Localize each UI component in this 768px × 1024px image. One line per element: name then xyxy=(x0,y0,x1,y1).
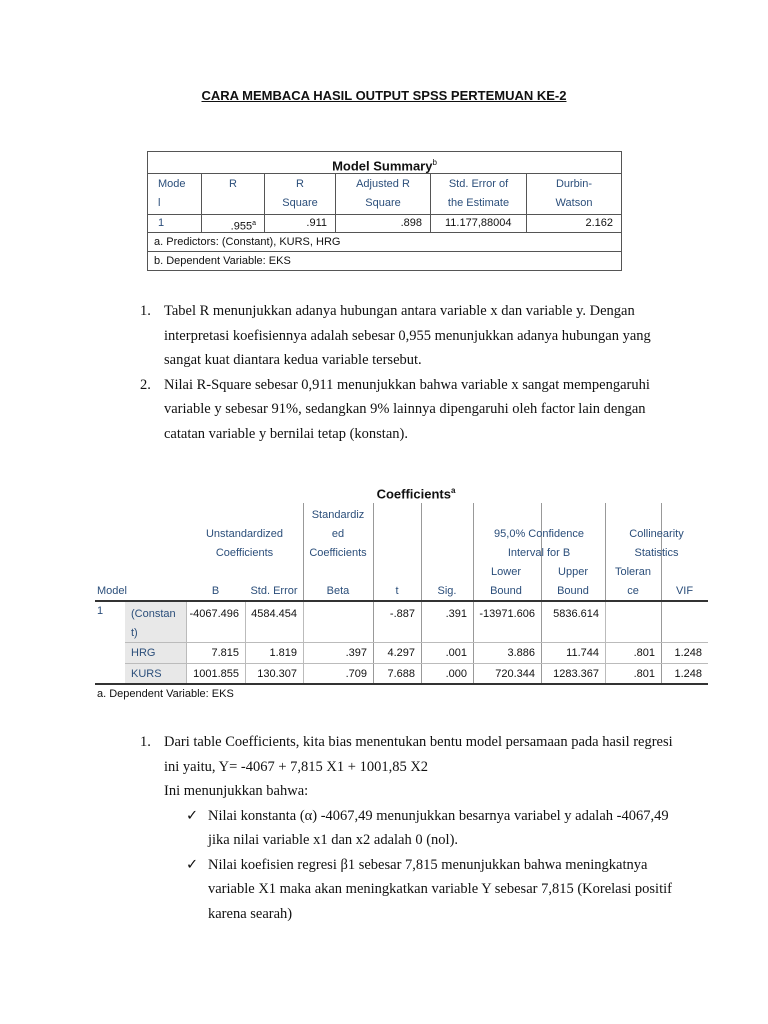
ms-footnote-b: b. Dependent Variable: EKS xyxy=(154,255,291,267)
cell-sig: .000 xyxy=(445,668,467,680)
ms-header-std-error: Std. Error of the Estimate xyxy=(430,174,526,214)
header-standardized: Standardiz ed Coefficients xyxy=(309,509,367,559)
check-item: ✓ Nilai konstanta (α) -4067,49 menunjukkan besarnya variabel y adalah -4067,49 jika nilai variable x1 dan x2 adalah 0 (nol). xyxy=(186,804,680,853)
row-name-constant: (Constan t) xyxy=(131,608,176,639)
ms-r: .955$^a$ xyxy=(201,215,264,232)
interpretation-list-2 xyxy=(140,730,680,926)
ms-model: 1 xyxy=(158,217,165,229)
row-name-hrg: HRG xyxy=(131,647,156,659)
cell-t: -.887 xyxy=(389,608,415,620)
coefficients-table xyxy=(95,503,708,683)
model-summary-header xyxy=(148,174,621,214)
row-name-kurs: KURS xyxy=(131,668,162,680)
header-upper-bound: Upper Bound xyxy=(557,566,589,597)
header-sig: Sig. xyxy=(437,585,457,597)
ms-header-model: Mode l xyxy=(158,178,186,209)
cell-lower: 3.886 xyxy=(507,647,535,659)
cell-b: 1001.855 xyxy=(193,668,239,680)
cell-b: 7.815 xyxy=(211,647,239,659)
cell-vif: 1.248 xyxy=(674,668,702,680)
header-vif: VIF xyxy=(675,585,694,597)
ms-adj-r-square: .898 xyxy=(335,215,430,232)
header-collinearity: Collinearity Statistics xyxy=(629,528,684,559)
cell-tol: .801 xyxy=(633,668,655,680)
model-number: 1 xyxy=(97,605,104,617)
header-b: B xyxy=(211,585,220,597)
ms-r-square: .911 xyxy=(264,215,335,232)
cell-beta: .709 xyxy=(345,668,367,680)
coefficients-title: Coefficients$^a$ xyxy=(376,486,456,502)
header-beta: Beta xyxy=(326,585,350,597)
ms-header-adjusted-r-square: Adjusted R Square xyxy=(335,174,430,214)
cell-t: 7.688 xyxy=(387,668,415,680)
cell-lower: 720.344 xyxy=(495,668,535,680)
check-list xyxy=(186,804,680,927)
coefficients-footnote: a. Dependent Variable: EKS xyxy=(97,688,234,700)
ms-durbin-watson: 2.162 xyxy=(526,215,621,232)
ms-header-r: R xyxy=(201,174,264,214)
header-unstandardized: Unstandardized Coefficients xyxy=(205,528,284,559)
cell-lower: -13971.606 xyxy=(479,608,535,620)
ms-footnote-a: a. Predictors: (Constant), KURS, HRG xyxy=(148,233,621,252)
cell-sig: .001 xyxy=(445,647,467,659)
cell-se: 1.819 xyxy=(269,647,297,659)
cell-sig: .391 xyxy=(445,608,467,620)
cell-se: 4584.454 xyxy=(251,608,297,620)
interpretation-list-1 xyxy=(140,299,680,446)
checkmark-icon: ✓ xyxy=(186,856,199,873)
cell-t: 4.297 xyxy=(387,647,415,659)
header-model: Model xyxy=(97,585,127,597)
ms-header-r-square: R Square xyxy=(264,174,335,214)
cell-upper: 11.744 xyxy=(566,647,599,659)
cell-beta: .397 xyxy=(345,647,367,659)
header-confidence-interval: 95,0% Confidence Interval for B xyxy=(494,528,584,559)
cell-upper: 5836.614 xyxy=(553,608,599,620)
cell-upper: 1283.367 xyxy=(553,668,599,680)
list-item: 1. Tabel R menunjukkan adanya hubungan antara variable x dan variable y. Dengan interpretasi koefisiennya adalah sebesar 0,955 menunjukkan adanya hubungan yang sangat kuat diantara kedua variable tersebut. xyxy=(140,303,651,368)
cell-tol: .801 xyxy=(633,647,655,659)
cell-se: 130.307 xyxy=(257,668,297,680)
page-title: CARA MEMBACA HASIL OUTPUT SPSS PERTEMUAN KE-2 xyxy=(201,88,567,103)
cell-b: -4067.496 xyxy=(189,608,239,620)
model-summary-table xyxy=(147,151,622,271)
check-item: ✓ Nilai koefisien regresi β1 sebesar 7,815 menunjukkan bahwa meningkatnya variable X1 maka akan meningkatkan variable Y sebesar 7,815 (Korelasi positif karena searah) xyxy=(186,853,680,927)
cell-vif: 1.248 xyxy=(674,647,702,659)
list-item: 2. Nilai R-Square sebesar 0,911 menunjukkan bahwa variable x sangat mempengaruhi variable y sebesar 91%, sedangkan 9% lainnya dipengaruhi oleh factor lain dengan catatan variable y bernilai tetap (konstan). xyxy=(140,376,650,442)
header-std-error: Std. Error xyxy=(250,585,298,597)
header-t: t xyxy=(395,585,399,597)
list-item: 1. Dari table Coefficients, kita bias menentukan bentu model persamaan pada hasil regresi ini yaitu, Y= -4067 + 7,815 X1 + 1001,85 X2 Ini menunjukkan bahwa: ✓ Nilai konstanta (α) -4067,49 menunjukkan besarnya variabel y adalah -4067,49 jika nilai variable x1 dan x2 adalah 0 (nol). ✓ Nilai koefisien regresi β1 sebesar 7,815 menunjukkan bahwa meningkatnya variable X1 maka akan meningkatkan variable Y sebesar 7,815 (Korelasi positif karena searah) xyxy=(140,730,680,926)
header-lower-bound: Lower Bound xyxy=(490,566,522,597)
model-summary-row xyxy=(148,214,621,233)
ms-std-error: 11.177,88004 xyxy=(430,215,526,232)
checkmark-icon: ✓ xyxy=(186,807,199,824)
ms-header-durbin-watson: Durbin- Watson xyxy=(526,174,621,214)
header-tolerance: Toleran ce xyxy=(614,566,652,597)
model-summary-title: Model Summary$^b$ xyxy=(148,152,621,174)
